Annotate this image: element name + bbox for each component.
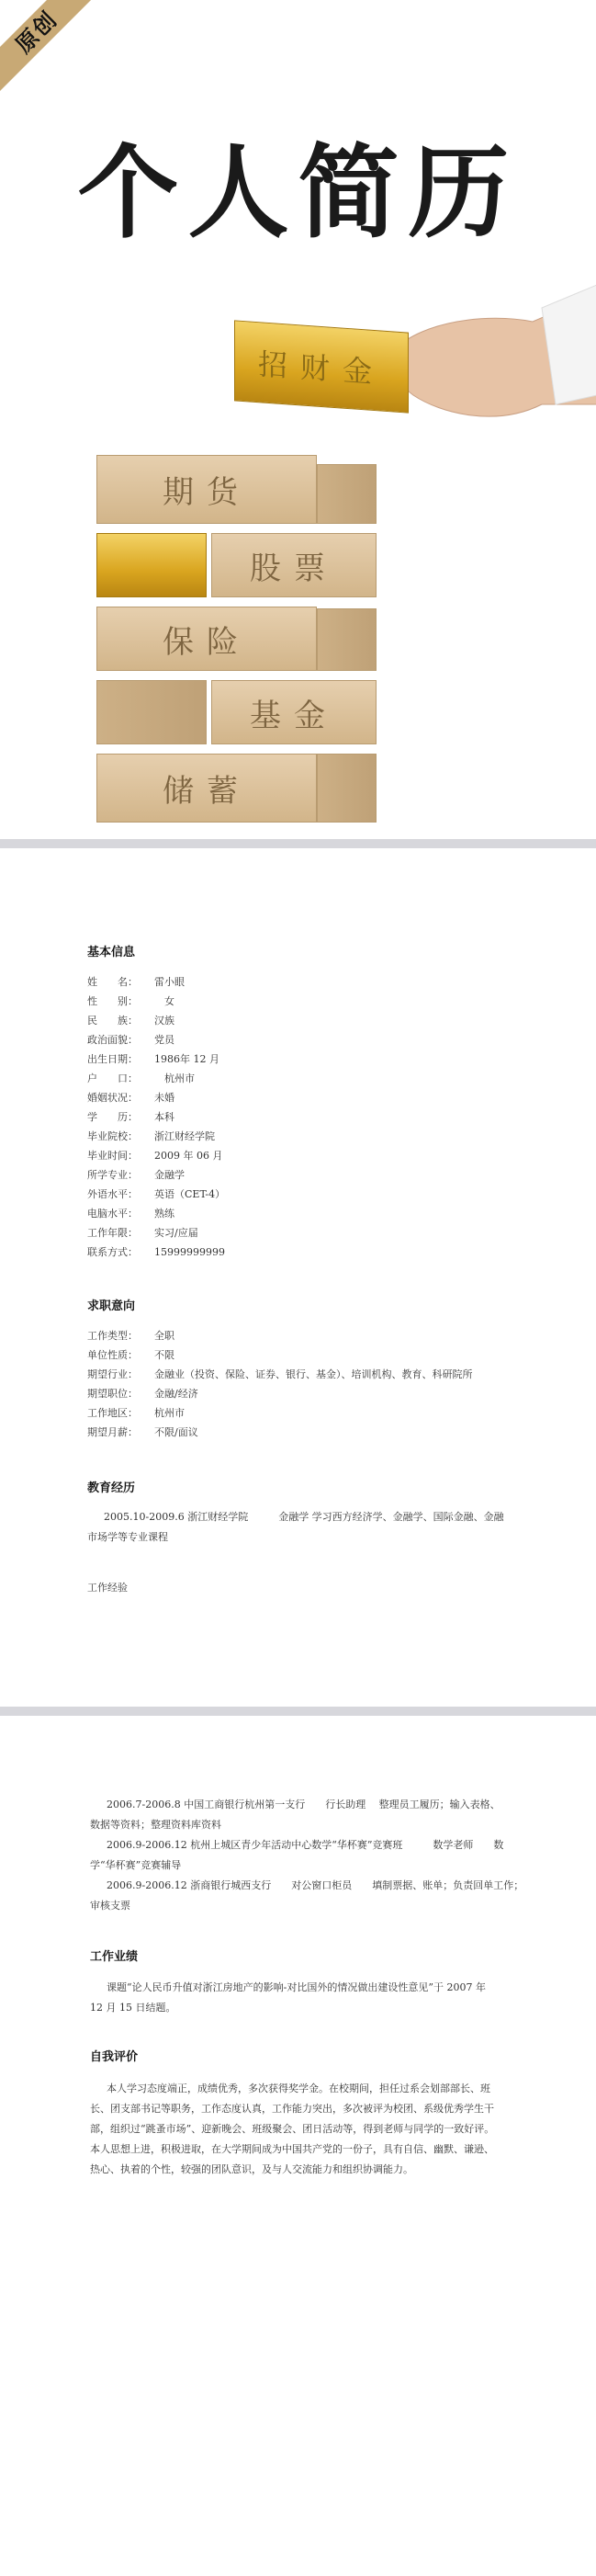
info-value: 熟练 [154, 1208, 174, 1220]
self-eval-line: 长、团支部书记等职务，工作态度认真，工作能力突出，多次被评为校团、系级优秀学生干 [90, 2103, 494, 2115]
achievement-line: 课题“论人民币升值对浙江房地产的影响-对比国外的情况做出建设性意见”于 2007 年 [107, 1981, 486, 1993]
info-label: 政治面貌： [87, 1034, 138, 1046]
self-eval-line: 本人学习态度端正，成绩优秀，多次获得奖学金。在校期间，担任过系会划部部长、班 [107, 2082, 490, 2094]
info-value: 实习/应届 [154, 1227, 198, 1239]
intent-value: 杭州市 [154, 1407, 185, 1419]
achievement-heading: 工作业绩 [90, 1950, 139, 1964]
work-line: 2006.9-2006.12 浙商银行城西支行 对公窗口柜员 填制票据、账单；负责回单工作； [107, 1879, 524, 1891]
info-label: 外语水平： [87, 1188, 138, 1200]
info-row [87, 972, 225, 992]
self-eval-line: 热心、执着的个性，较强的团队意识，及与人交流能力和组织协调能力。 [90, 2163, 413, 2175]
intent-value: 金融/经济 [154, 1388, 198, 1400]
info-label: 毕业时间： [87, 1150, 138, 1162]
intent-value: 金融业（投资、保险、证券、银行、基金）、培训机构、教育、科研院所 [154, 1368, 473, 1380]
block-savings: 储蓄 [96, 754, 317, 823]
achievement-line: 12 月 15 日结题。 [90, 2002, 176, 2014]
info-label: 毕业院校： [87, 1130, 138, 1142]
info-label: 联系方式： [87, 1246, 138, 1258]
info-value: 汉族 [154, 1015, 174, 1027]
block-futures: 期货 [96, 455, 317, 524]
intent-row [87, 1345, 473, 1365]
info-value: 未婚 [154, 1092, 174, 1104]
info-row [87, 1185, 225, 1204]
gold-block [96, 533, 207, 597]
intent-label: 期望行业： [87, 1368, 138, 1380]
work-experience-list [90, 1795, 522, 1916]
info-value: 女 [154, 995, 174, 1007]
work-line: 2006.7-2006.8 中国工商银行杭州第一支行 行长助理 整理员工履历；输入表格、 [107, 1799, 500, 1810]
info-row [87, 1223, 225, 1243]
job-intent-list [87, 1326, 473, 1442]
info-row [87, 1165, 225, 1185]
info-label: 学 历： [87, 1111, 138, 1123]
divider-top [0, 839, 596, 848]
intent-row [87, 1365, 473, 1384]
info-value: 1986年 12 月 [154, 1053, 219, 1065]
info-value: 雷小眼 [154, 976, 185, 988]
divider-middle [0, 1707, 596, 1716]
hero-image [0, 267, 596, 845]
info-value: 英语（CET-4） [154, 1188, 226, 1200]
info-label: 姓 名： [87, 976, 138, 988]
info-label: 出生日期： [87, 1053, 138, 1065]
info-value: 党员 [154, 1034, 174, 1046]
gold-bar: 招财金 [234, 320, 409, 413]
education-line: 2005.10-2009.6 浙江财经学院 金融学 学习西方经济学、金融学、国际金融、金融 [104, 1511, 504, 1523]
education-line: 市场学等专业课程 [87, 1531, 168, 1543]
block-funds: 基金 [211, 680, 377, 744]
job-intent-heading: 求职意向 [87, 1299, 136, 1313]
intent-label: 工作地区： [87, 1407, 138, 1419]
info-row [87, 1069, 225, 1088]
info-row [87, 1107, 225, 1127]
basic-info-list [87, 972, 225, 1262]
info-label: 婚姻状况： [87, 1092, 138, 1104]
info-row [87, 1204, 225, 1223]
intent-row [87, 1403, 473, 1423]
self-eval-text [90, 2079, 522, 2180]
intent-label: 期望职位： [87, 1388, 138, 1400]
intent-label: 期望月薪： [87, 1426, 138, 1438]
info-row [87, 1088, 225, 1107]
block-stocks: 股票 [211, 533, 377, 597]
self-eval-line: 部，组织过“跳蚤市场”、迎新晚会、班级聚会、团日活动等，得到老师与同学的一致好评。 [90, 2123, 495, 2135]
info-value: 杭州市 [154, 1072, 195, 1084]
basic-info-heading: 基本信息 [87, 946, 136, 959]
intent-label: 工作类型： [87, 1330, 138, 1342]
original-ribbon [0, 0, 110, 110]
info-label: 所学专业： [87, 1169, 138, 1181]
education-heading: 教育经历 [87, 1481, 136, 1495]
info-value: 本科 [154, 1111, 174, 1123]
block-side-3 [96, 680, 207, 744]
page-title: 个人简历 [77, 134, 519, 252]
intent-value: 不限 [154, 1349, 174, 1361]
self-eval-heading: 自我评价 [90, 2050, 139, 2064]
intent-row [87, 1423, 473, 1442]
info-value: 金融学 [154, 1169, 185, 1181]
info-row [87, 1030, 225, 1050]
info-row [87, 992, 225, 1011]
education-entry [87, 1507, 519, 1548]
info-label: 工作年限： [87, 1227, 138, 1239]
work-line: 2006.9-2006.12 杭州上城区青少年活动中心数学“华杯赛”竞赛班 数学老师 数 [107, 1839, 504, 1851]
work-line: 学“华杯赛”竞赛辅导 [90, 1859, 182, 1871]
info-row [87, 1011, 225, 1030]
ribbon-label: 原创 [0, 0, 103, 98]
intent-value: 全职 [154, 1330, 174, 1342]
block-side-4 [317, 754, 377, 823]
intent-row [87, 1326, 473, 1345]
info-label: 电脑水平： [87, 1208, 138, 1220]
block-side-1 [317, 464, 377, 524]
info-label: 民 族： [87, 1015, 138, 1027]
info-row [87, 1050, 225, 1069]
work-line: 数据等资料；整理资料库资料 [90, 1819, 221, 1831]
info-value: 2009 年 06 月 [154, 1150, 223, 1162]
self-eval-line: 本人思想上进，积极进取，在大学期间成为中国共产党的一份子，具有自信、幽默、谦逊、 [90, 2143, 494, 2155]
info-label: 户 口： [87, 1072, 138, 1084]
intent-value: 不限/面议 [154, 1426, 198, 1438]
work-line: 审核支票 [90, 1900, 130, 1912]
intent-label: 单位性质： [87, 1349, 138, 1361]
work-experience-label: 工作经验 [87, 1582, 128, 1594]
block-side-2 [317, 608, 377, 671]
info-row [87, 1146, 225, 1165]
info-row [87, 1243, 225, 1262]
info-value: 15999999999 [154, 1246, 225, 1258]
info-value: 浙江财经学院 [154, 1130, 215, 1142]
block-insurance: 保险 [96, 607, 317, 671]
intent-row [87, 1384, 473, 1403]
info-row [87, 1127, 225, 1146]
info-label: 性 别： [87, 995, 138, 1007]
achievement-text [90, 1978, 522, 2018]
